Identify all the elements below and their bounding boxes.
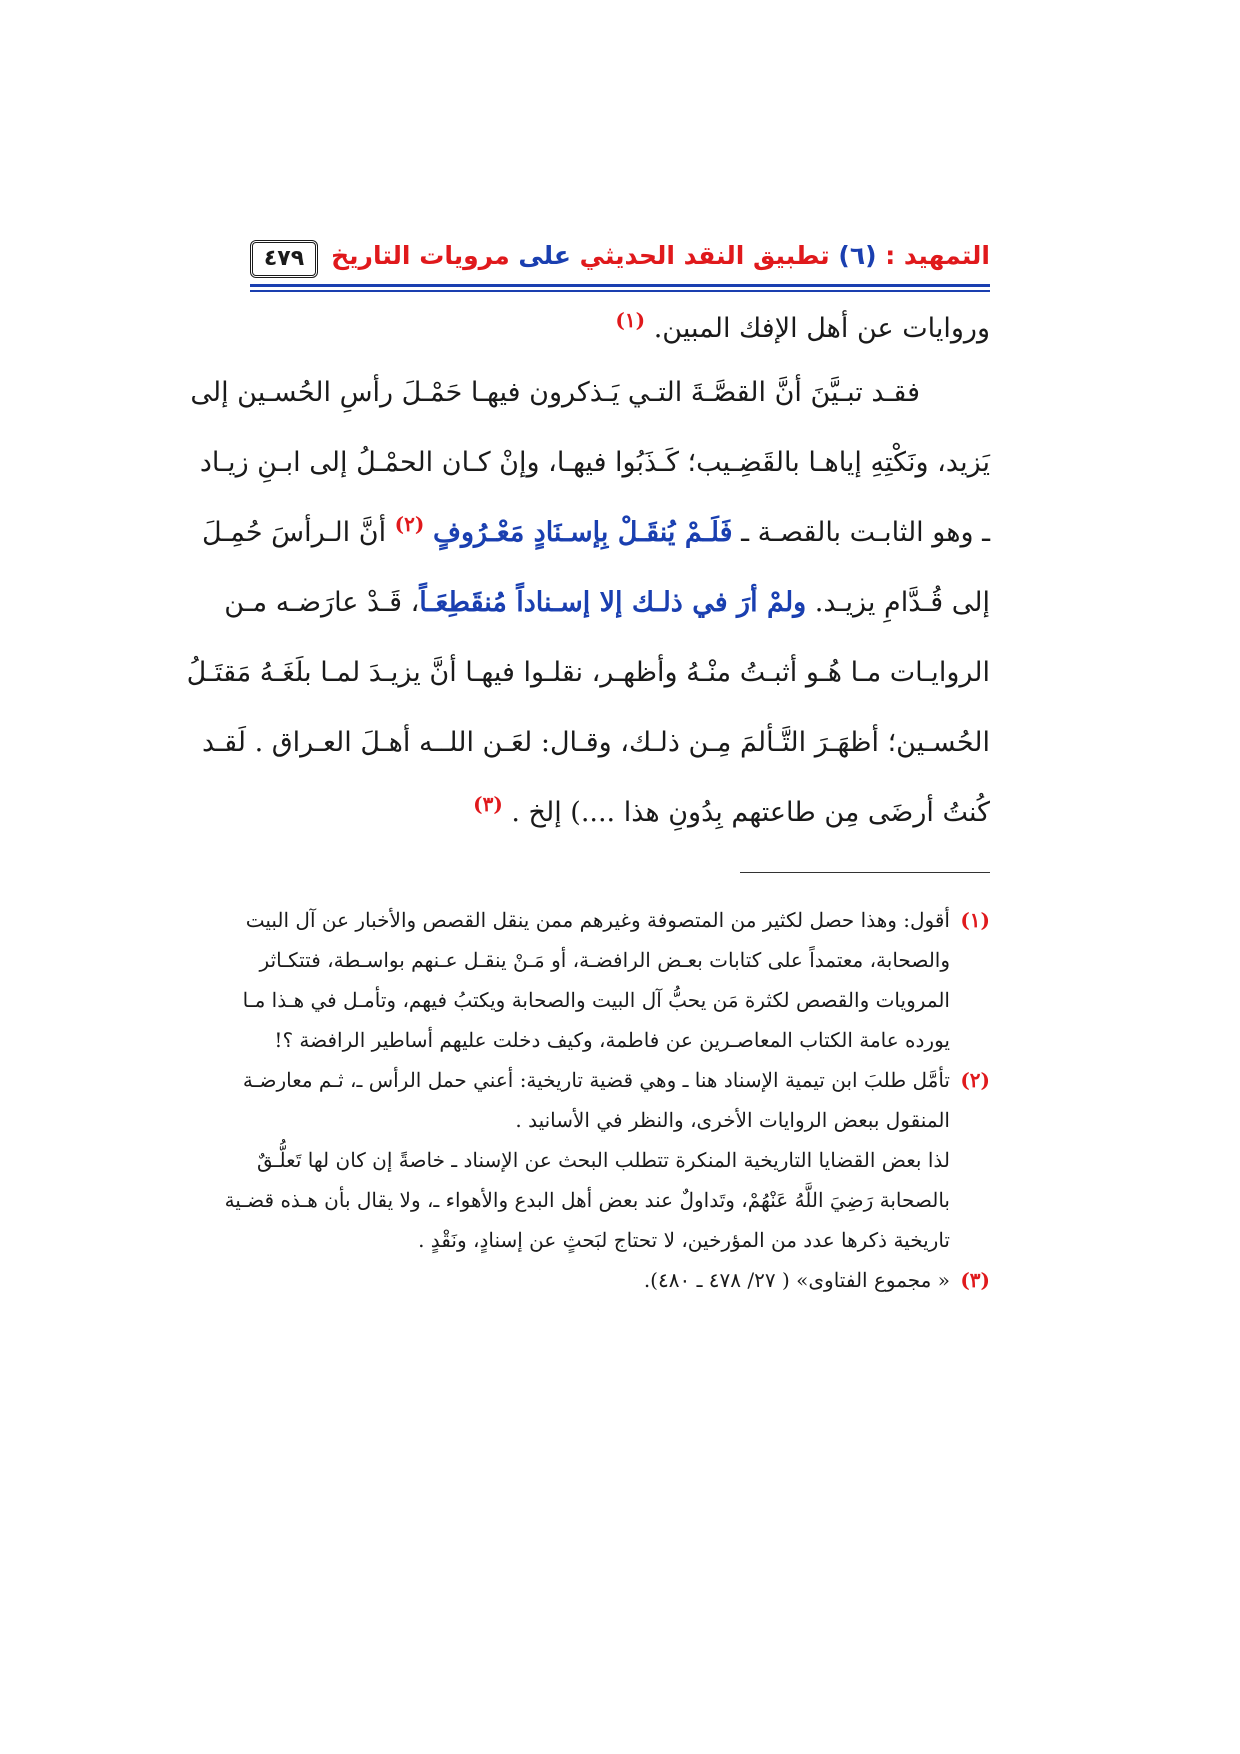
footnote-ref-1: (١) <box>615 308 646 332</box>
header-title <box>331 236 990 276</box>
main-text <box>186 300 990 848</box>
line4-text-a: ـ وهو الثابـت بالقصـة ـ <box>732 517 990 548</box>
header-rule-top <box>250 284 990 287</box>
footnote-number: (١) <box>960 908 990 932</box>
line5-text-b: ، قَـدْ عارَضـه مـن <box>224 587 420 618</box>
page-number: ٤٧٩ <box>250 240 318 278</box>
footnote-line: المرويات والقصص لكثرة مَن يحبُّ آل البيت والصحابة ويكتبُ فيهم، وتأمـل في هـذا مـا <box>242 988 950 1012</box>
text-line-5 <box>224 568 990 638</box>
text-line-8 <box>250 778 990 848</box>
footnote-1 <box>242 900 990 1060</box>
line1-text: وروايات عن أهل الإفك المبين. <box>653 313 990 344</box>
footnotes <box>224 900 990 1300</box>
footnote-ref-2: (٢) <box>394 512 425 536</box>
text-line-2: فقـد تبـيَّنَ أنَّ القصَّـةَ التـي يَـذكرون فيهـا حَمْـلَ رأسِ الحُسـين إلى <box>190 377 920 408</box>
footnote-divider <box>740 872 990 873</box>
header-chapter-number: (٦) <box>838 241 877 270</box>
header-title-part1: التمهيد : <box>876 241 990 270</box>
text-line-3: يَزيد، ونَكْتِهِ إياهـا بالقَضِـيب؛ كَـذَبُوا فيهـا، وإنْ كـان الحمْـلُ إلى ابـنِ زيـاد <box>199 447 990 478</box>
footnote-line: « مجموع الفتاوى» ( ٢٧/ ٤٧٨ ـ ٤٨٠). <box>643 1268 950 1292</box>
text-line-1 <box>250 300 990 358</box>
footnote-line: تأمَّل طلبَ ابن تيمية الإسناد هنا ـ وهي قضية تاريخية: أعني حمل الرأس ـ، ثـم معارضـة <box>242 1068 950 1092</box>
footnote-3 <box>250 1260 990 1300</box>
footnote-number: (٢) <box>960 1068 990 1092</box>
footnote-line: أقول: وهذا حصل لكثير من المتصوفة وغيرهم ممن ينقل القصص والأخبار عن آل البيت <box>245 908 950 932</box>
footnote-line: المنقول ببعض الروايات الأخرى، والنظر في الأسانيد . <box>515 1108 950 1132</box>
footnote-line: يورده عامة الكتاب المعاصـرين عن فاطمة، وكيف دخلت عليهم أساطير الرافضة ؟! <box>274 1028 950 1052</box>
text-line-4 <box>201 498 990 568</box>
highlight-phrase-2: ولمْ أرَ في ذلـك إلا إسـناداً مُنقَطِعَـاً <box>419 587 807 618</box>
text-line-7: الحُسـين؛ أظهَـرَ التَّـألمَ مِـن ذلـك، وقـال: لعَـن اللــه أهـلَ العـراق . لَقـد <box>202 727 990 758</box>
footnote-ref-3: (٣) <box>473 792 503 816</box>
highlight-phrase-1: فَلَـمْ يُنقَـلْ بِإسـنَادٍ مَعْـرُوفٍ <box>432 517 733 548</box>
header-title-part3: مرويات التاريخ <box>331 241 519 270</box>
footnote-2 <box>224 1060 990 1260</box>
footnote-line: تاريخية ذكرها عدد من المؤرخين، لا تحتاج لبَحثٍ عن إسنادٍ، ونَقْدٍ . <box>418 1228 950 1252</box>
line8-text: كُنتُ أرضَى مِن طاعتهم بِدُونِ هذا ....) إلخ . <box>511 797 990 828</box>
footnote-line: والصحابة، معتمداً على كتابات بعـض الرافضـة، أو مَـنْ ينقـل عـنهم بواسـطة، فتتكـاثر <box>259 948 950 972</box>
line5-text-a: إلى قُـدَّامِ يزيـد. <box>806 587 990 618</box>
footnote-line: لذا بعض القضايا التاريخية المنكرة تتطلب البحث عن الإسناد ـ خاصةً إن كان لها تَعلُّـقٌ <box>257 1148 950 1172</box>
footnote-line: بالصحابة رَضِيَ اللَّهُ عَنْهُمْ، وتَداولٌ عند بعض أهل البدع والأهواء ـ، ولا يقال بأن هـذه قضـية <box>224 1188 950 1212</box>
header-rule-bottom <box>250 290 990 292</box>
line4-text-b: أنَّ الـرأسَ حُمِـلَ <box>201 517 395 548</box>
header-title-part2: تطبيق النقد الحديثي <box>570 241 839 270</box>
header-title-mid: على <box>518 241 571 270</box>
text-line-6: الروايـات مـا هُـو أثبـتُ منْـهُ وأظهـر، نقلـوا فيهـا أنَّ يزيـدَ لمـا بلَغَـهُ مَقتَـلُ <box>186 657 990 688</box>
footnote-number: (٣) <box>960 1268 990 1292</box>
page-header <box>250 236 990 286</box>
